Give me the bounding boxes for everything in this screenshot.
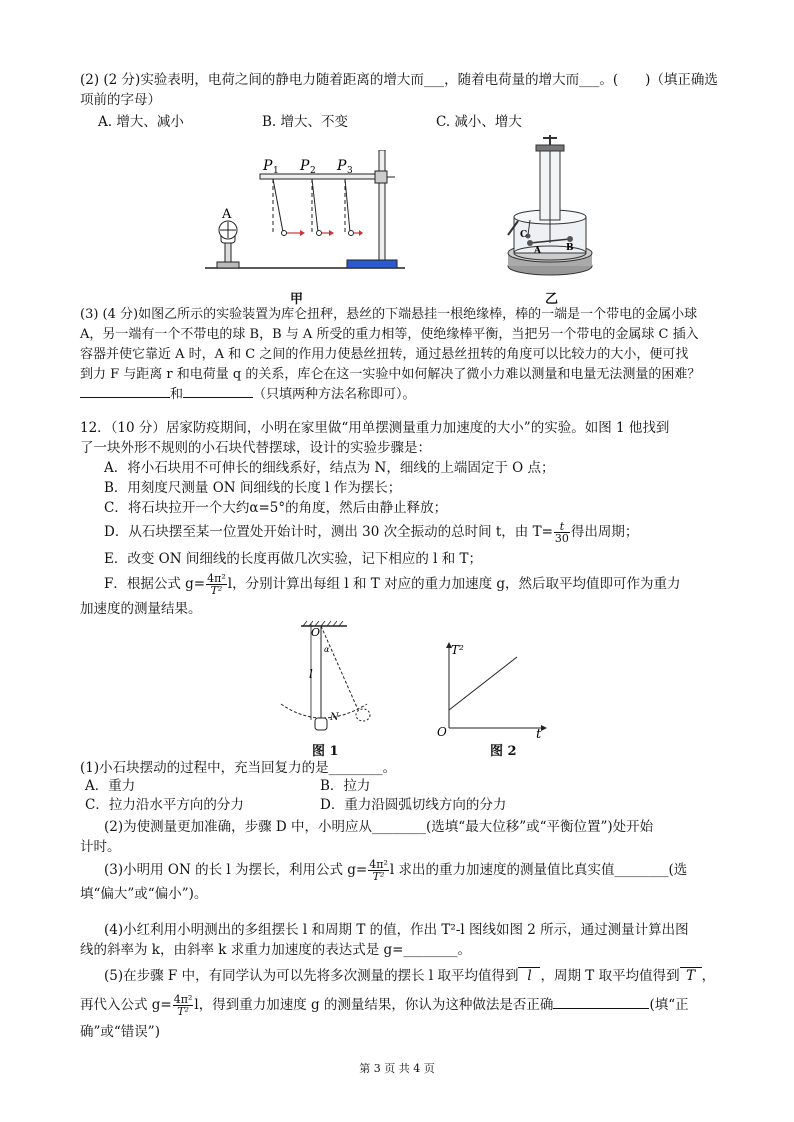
answer-blank-2[interactable] <box>183 383 253 398</box>
sub1-option-d: D．重力沿圆弧切线方向的分力 <box>320 797 507 813</box>
axis-label-x: t <box>536 727 542 740</box>
label-alpha: α <box>324 645 330 654</box>
q12-step-f-cont: 加速度的测量结果。 <box>80 601 202 617</box>
label-p3: P <box>337 158 347 174</box>
q12-step-e: E．改变 ON 间细线的长度再做几次实验，记下相应的 l 和 T； <box>104 551 483 567</box>
sub5-line1 <box>104 966 738 986</box>
sub5-comma: ， <box>701 968 716 984</box>
caption-fig1: 图 1 <box>312 744 339 759</box>
q11-3-tail: （只填两种方法名称即可）。 <box>253 387 416 402</box>
caption-yi: 乙 <box>545 292 559 307</box>
fraction-t-30: $\frac{t}{30}$ <box>554 520 569 545</box>
sub1-option-c: C．拉力沿水平方向的分力 <box>85 797 244 813</box>
label-b: B <box>566 243 574 253</box>
step-d-tail: 得出周期； <box>570 524 639 540</box>
q12-step-b: B．用刻度尺测量 ON 间细线的长度 l 作为摆长； <box>104 480 402 496</box>
sub5-line2-mid: l，得到重力加速度 g 的测量结果，你认为这种做法是否正确 <box>194 997 554 1013</box>
q12-step-f <box>104 573 738 596</box>
label-a-yi: A <box>534 246 541 256</box>
sub4-line2: 线的斜率为 k，由斜率 k 求重力加速度的表达式是 g=________。 <box>80 942 471 958</box>
l-bar: l <box>518 967 540 984</box>
fraction-4pi2-t2: $\frac{\text{4π²}}{\text{T²}}$ <box>207 572 226 597</box>
q12-step-c: C．将石块拉开一个大约α=5°的角度，然后由静止释放； <box>104 500 448 516</box>
q11-3-line3: 容器并使它靠近 A 时，A 和 C 之间的作用力使悬丝扭转，通过悬丝扭转的角度可以比较力的大小，便可找 <box>80 347 689 362</box>
figure-jia <box>205 150 405 275</box>
step-d-text: D．从石块摆至某一位置处开始计时，测出 30 次全振动的总时间 t，由 T= <box>104 524 553 540</box>
label-l: l <box>309 667 313 681</box>
q11-3-and: 和 <box>170 387 184 402</box>
sub2-line2: 计时。 <box>80 839 121 855</box>
label-c: C <box>520 230 528 240</box>
sub3-line2: 填“偏大”或“偏小”)。 <box>80 886 208 902</box>
sub3-tail: l 求出的重力加速度的测量值比真实值________(选 <box>389 862 688 878</box>
answer-blank-1[interactable] <box>80 383 170 398</box>
sub5-line2-text: 再代入公式 g= <box>80 997 172 1013</box>
t-bar: T <box>680 967 702 984</box>
sub3-line1 <box>104 859 738 882</box>
q12-intro-line2: 了一块外形不规则的小石块代替摆球，设计的实验步骤是： <box>80 440 431 456</box>
q11-2-line1: (2) (2 分)实验表明，电荷之间的静电力随着距离的增大而___，随着电荷量的增大而___。( )（填正确选 <box>80 72 718 88</box>
label-p2: P <box>300 158 310 174</box>
fraction-4pi2-t2-b: $\frac{\text{4π²}}{\text{T²}}$ <box>369 858 388 883</box>
sub2-line1: (2)为使测量更加准确，步骤 D 中，小明应从________(选填“最大位移”或“平衡位置”)处开始 <box>104 819 654 835</box>
page-footer: 第 3 页 共 4 页 <box>359 1062 435 1075</box>
q11-2-option-a: A. 增大、减小 <box>98 114 184 130</box>
sub5-line2 <box>80 994 738 1017</box>
sub5-text: (5)在步骤 F 中，有同学认为可以先将多次测量的摆长 l 取平均值得到 <box>104 968 519 984</box>
answer-blank-correct[interactable] <box>553 994 649 1009</box>
sub3-text: (3)小明用 ON 的长 l 为摆长，利用公式 g= <box>104 862 368 878</box>
label-p1: P <box>263 158 273 174</box>
sub1-option-b: B．拉力 <box>320 778 371 794</box>
caption-jia: 甲 <box>290 292 304 307</box>
figure-1-pendulum <box>275 620 385 740</box>
label-p2-sub: 2 <box>310 166 316 176</box>
label-n: N <box>330 712 339 723</box>
sub5-line2-tail: (填“正 <box>649 997 689 1013</box>
sub4-line1: (4)小红利用小明测出的多组摆长 l 和周期 T 的值，作出 T²-l 图线如图 2 所示，通过测量计算出图 <box>104 922 689 938</box>
q11-2-option-b: B. 增大、不变 <box>262 114 349 130</box>
sub1-option-a: A．重力 <box>85 778 136 794</box>
q12-intro-line1: 12．（10 分）居家防疫期间，小明在家里做“用单摆测量重力加速度的大小”的实验。如图 1 他找到 <box>80 420 670 436</box>
origin-label: O <box>437 725 447 739</box>
figure-yi <box>500 135 600 285</box>
label-p3-sub: 3 <box>347 166 353 176</box>
step-f-tail: l，分别计算出每组 l 和 T 对应的重力加速度 g，然后取平均值即可作为重力 <box>227 576 681 592</box>
q12-step-a: A．将小石块用不可伸长的细线系好，结点为 N，细线的上端固定于 O 点； <box>104 460 555 476</box>
sub5-mid: ，周期 T 取平均值得到 <box>540 968 680 984</box>
q11-2-line2: 项前的字母） <box>80 92 161 108</box>
axis-label-y: T² <box>451 643 464 657</box>
q11-2-option-c: C. 减小、增大 <box>436 114 522 130</box>
graph-line <box>449 657 517 710</box>
q11-3-line5 <box>80 383 738 405</box>
q11-3-line1: (3) (4 分)如图乙所示的实验装置为库仑扭秤，悬丝的下端悬挂一根绝缘棒，棒的一端是一个带电的金属小球 <box>80 307 698 322</box>
step-f-text: F．根据公式 g= <box>104 576 206 592</box>
q12-step-d <box>104 521 738 544</box>
q11-3-line4: 到力 F 与距离 r 和电荷量 q 的关系，库仑在这一实验中如何解决了微小力难以测量和电量无法测量的困难？ <box>80 367 701 382</box>
q11-3-line2: A，另一端有一个不带电的球 B，B 与 A 所受的重力相等，使绝缘棒平衡，当把另一个带电的金属球 C 插入 <box>80 327 699 342</box>
caption-fig2: 图 2 <box>490 744 517 759</box>
label-p1-sub: 1 <box>273 166 279 176</box>
label-a: A <box>222 207 232 222</box>
figure-2-graph <box>425 640 555 740</box>
sub1-question: (1)小石块摆动的过程中，充当回复力的是________。 <box>80 760 397 776</box>
sub5-line3: 确”或“错误”) <box>80 1024 160 1040</box>
label-o: O <box>311 626 321 639</box>
fraction-4pi2-t2-c: $\frac{\text{4π²}}{\text{T²}}$ <box>173 993 193 1018</box>
